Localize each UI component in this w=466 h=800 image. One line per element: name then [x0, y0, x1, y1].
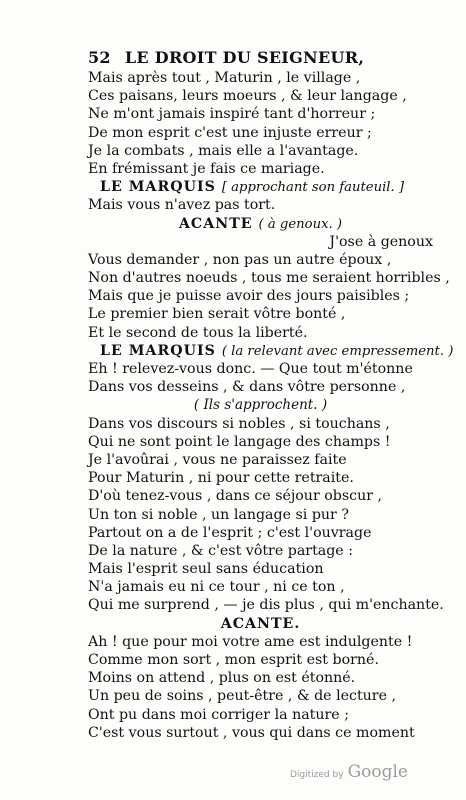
verse-line: De mon esprit c'est une injuste erreur ; — [88, 124, 372, 141]
page-header — [88, 48, 433, 68]
verse-line: Comme mon sort , mon esprit est borné. — [88, 652, 379, 668]
verse-line: Ont pu dans moi corriger la nature ; — [88, 706, 349, 723]
speaker-name: LE MARQUIS — [100, 342, 216, 359]
verse-line: Dans vos discours si nobles , si touchans , — [88, 415, 390, 432]
speaker-heading — [88, 615, 433, 633]
verse-line: De la nature , & c'est vôtre partage : — [88, 542, 353, 559]
digitized-by-label: Digitized by — [290, 770, 344, 780]
verse-block-1 — [88, 69, 433, 178]
verse-line: Partout on a de l'esprit ; c'est l'ouvrage — [88, 524, 372, 541]
verse-line: N'a jamais eu ni ce tour , ni ce ton , — [88, 579, 345, 596]
verse-line: Et le second de tous la liberté. — [88, 324, 308, 341]
speaker-direction: ( à genoux. ) — [258, 216, 343, 232]
speaker-heading — [88, 178, 433, 196]
verse-line: Eh ! relevez-vous donc. — Que tout m'étonne — [88, 361, 413, 377]
verse-line: Moins on attend , plus on est étonné. — [88, 670, 356, 687]
verse-line: Pour Maturin , ni pour cette retraite. — [88, 470, 354, 487]
verse-line: Vous demander , non pas un autre époux , — [88, 251, 392, 268]
verse-line: Je la combats , mais elle a l'avantage. — [88, 142, 359, 159]
verse-line: Non d'autres noeuds , tous me seraient horribles , — [88, 270, 450, 287]
verse-line: Mais l'esprit seul sans éducation — [88, 561, 324, 578]
verse-line: Un peu de soins , peut-être , & de lecture , — [88, 688, 396, 705]
speaker-name: LE MARQUIS — [100, 179, 216, 196]
verse-line: Je l'avoûrai , vous ne paraissez faite — [88, 451, 347, 468]
speaker-name: ACANTE. — [220, 615, 301, 632]
speaker-direction: ( la relevant avec empressement. ) — [221, 343, 454, 359]
verse-line: Ah ! que pour moi votre ame est indulgente ! — [88, 633, 413, 650]
verse-line: J'ose à genoux — [329, 233, 433, 250]
speaker-heading — [88, 215, 433, 233]
google-logo: Google — [347, 762, 408, 782]
verse-line: Qui ne sont point le langage des champs ! — [88, 433, 391, 450]
speaker-direction: [ approchant son fauteuil. ] — [221, 180, 405, 196]
speaker-heading — [88, 342, 454, 360]
verse-block-3 — [88, 360, 433, 396]
verse-line: Ces paisans, leurs moeurs , & leur langage , — [88, 88, 407, 105]
running-title: LE DROIT DU SEIGNEUR, — [124, 48, 365, 67]
verse-line: Mais que je puisse avoir des jours paisibles ; — [88, 288, 410, 305]
verse-line: Mais après tout , Maturin , le village , — [88, 70, 361, 86]
verse-line: D'où tenez-vous , dans ce séjour obscur , — [88, 488, 383, 505]
verse-line: Ne m'ont jamais inspiré tant d'horreur ; — [88, 106, 376, 123]
digitization-watermark — [290, 762, 408, 782]
page-number: 52 — [88, 48, 111, 67]
verse-block-5 — [88, 633, 433, 742]
verse-line: C'est vous surtout , vous qui dans ce moment — [88, 724, 415, 741]
verse-line: Mais vous n'avez pas tort. — [88, 197, 276, 214]
verse-line: Dans vos desseins , & dans vôtre personne , — [88, 379, 406, 396]
verse-line: Qui me surprend , — je dis plus , qui m'enchante. — [88, 597, 444, 614]
page-text-block — [88, 48, 454, 742]
verse-block-2 — [88, 251, 450, 342]
verse-line: En frémissant je fais ce mariage. — [88, 160, 325, 177]
verse-block-4 — [88, 415, 444, 615]
verse-line: Un ton si noble , un langage si pur ? — [88, 506, 349, 523]
speaker-name: ACANTE — [178, 215, 253, 232]
stage-direction: ( Ils s'approchent. ) — [193, 397, 328, 414]
verse-line: Le premier bien serait vôtre bonté , — [88, 306, 346, 323]
